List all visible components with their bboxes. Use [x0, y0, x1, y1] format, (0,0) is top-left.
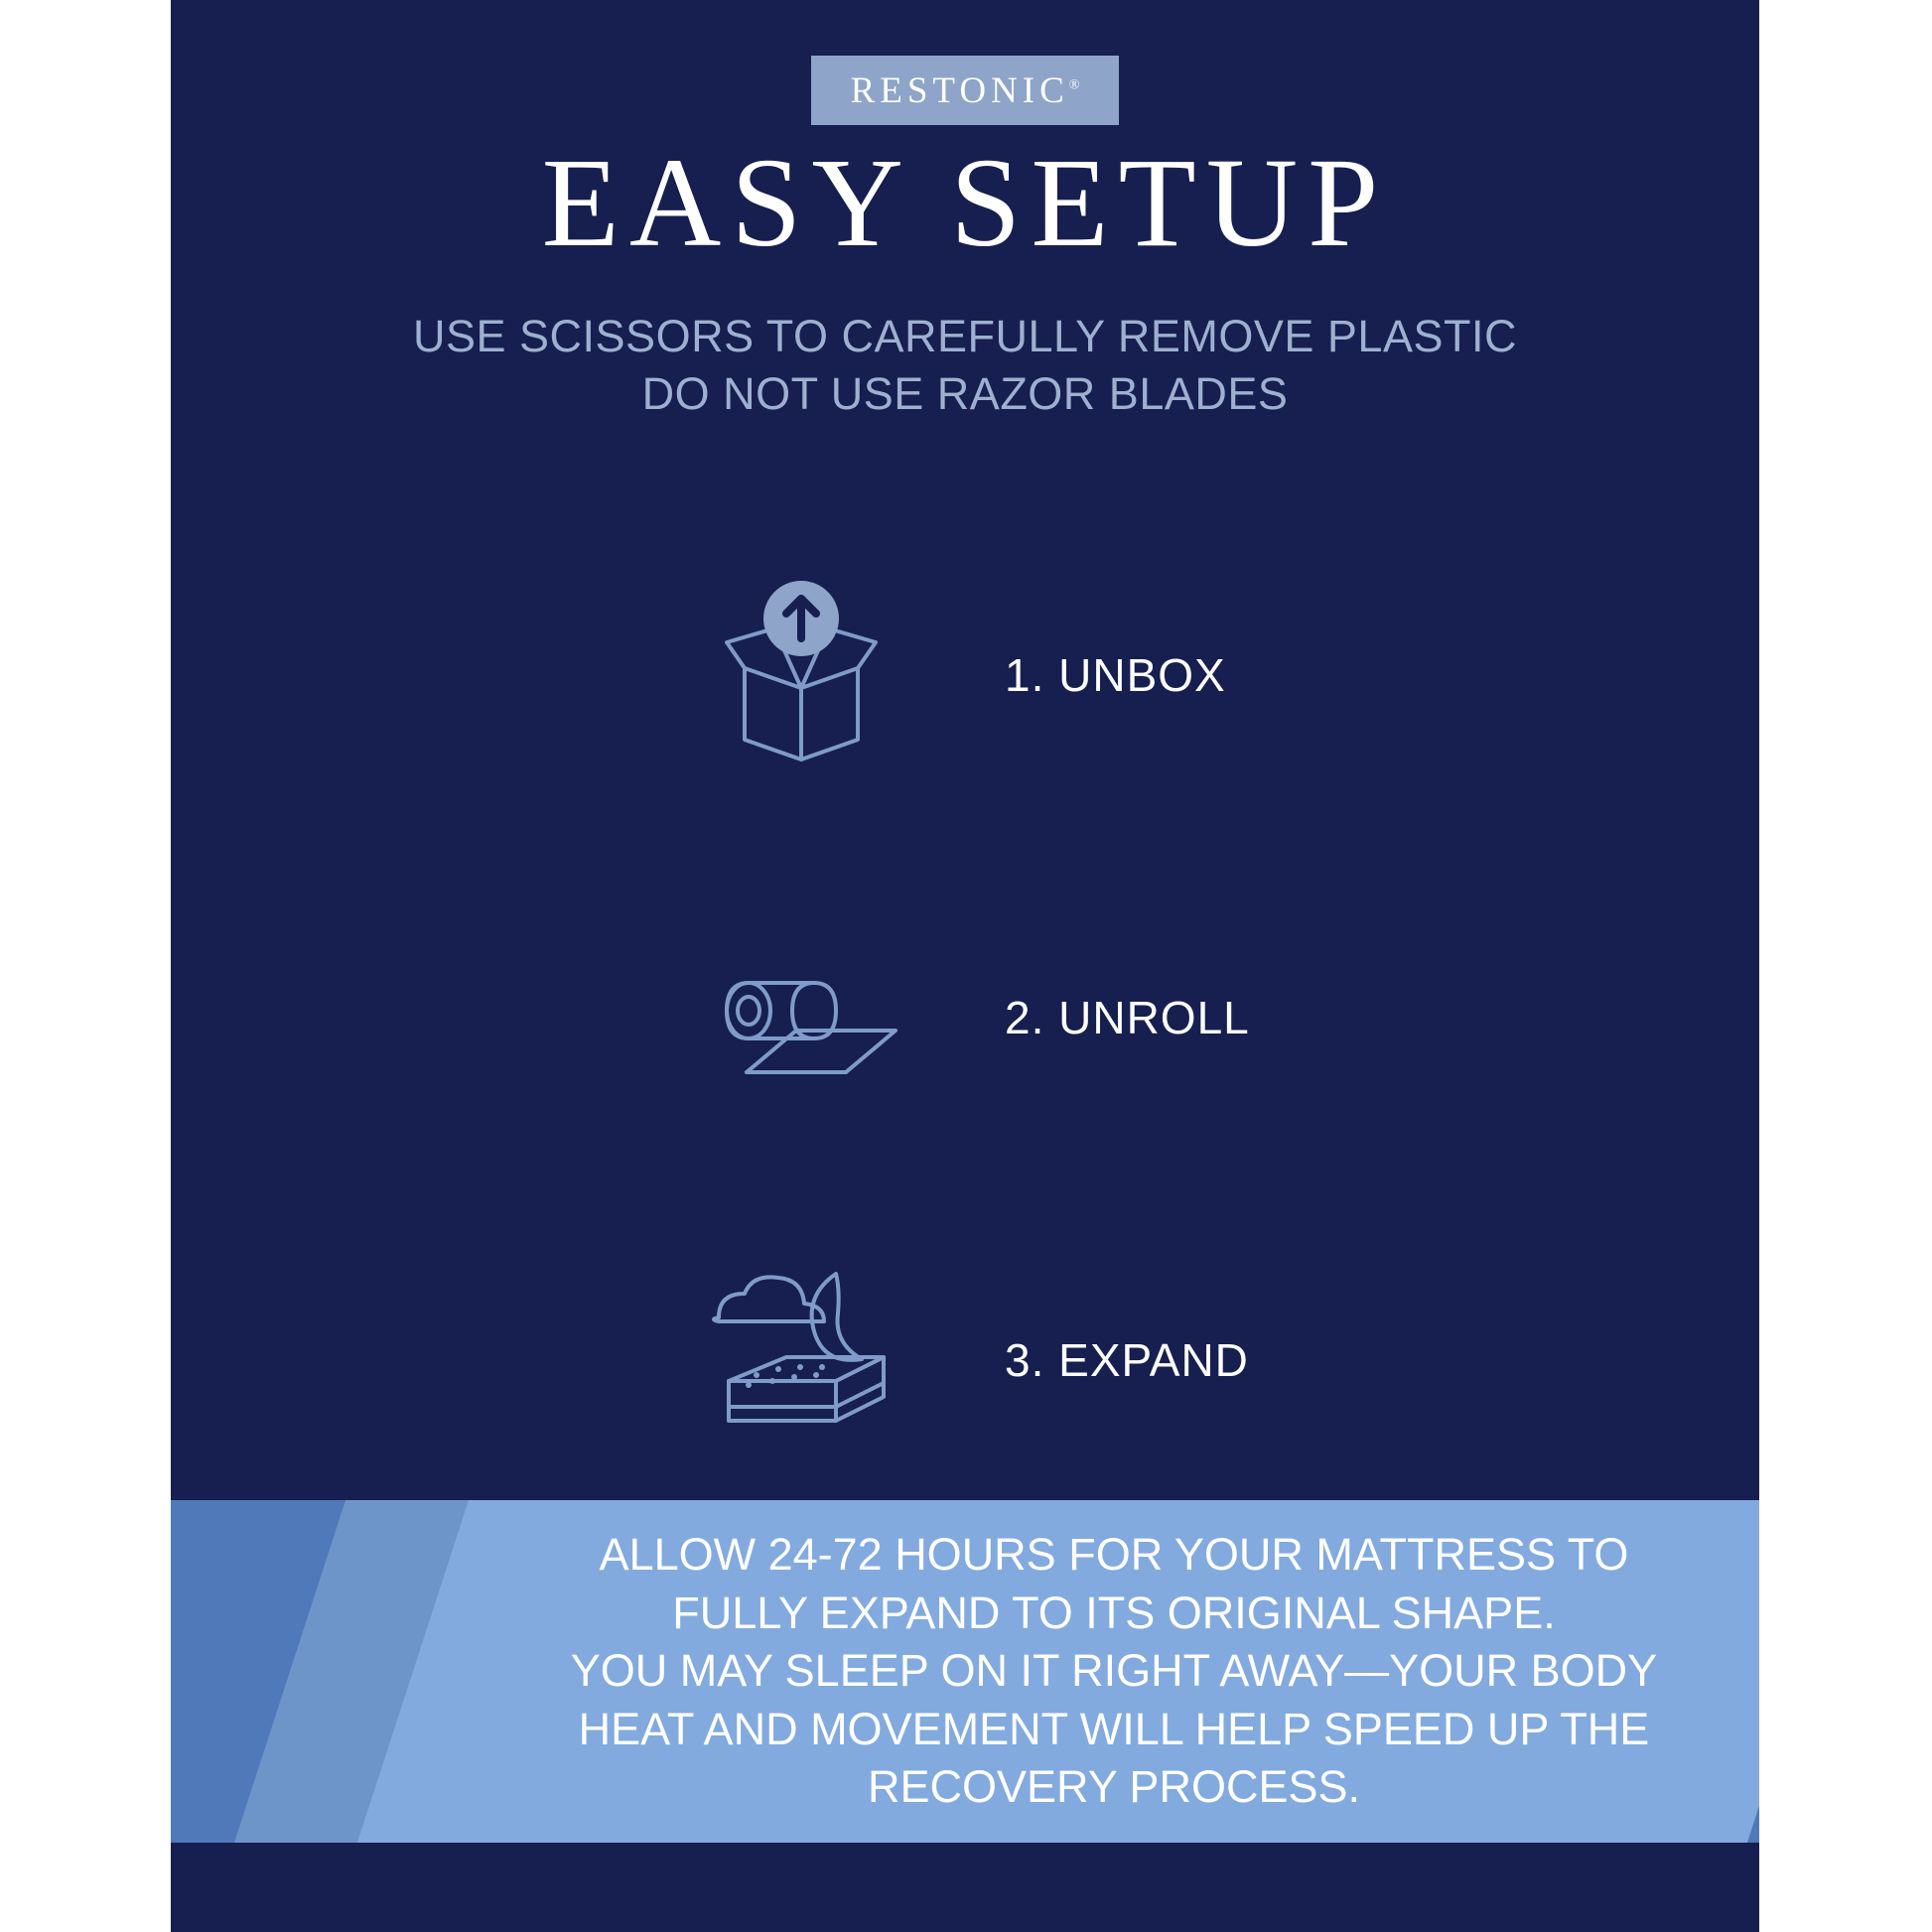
step-item-expand: [171, 1221, 1759, 1499]
banner-line-3: YOU MAY SLEEP ON IT RIGHT AWAY—YOUR BODY: [570, 1645, 1658, 1697]
step-label-unbox: 1. UNBOX: [1005, 649, 1226, 701]
brand-name: RESTONIC: [850, 69, 1069, 111]
page-title: EASY SETUP: [541, 132, 1389, 273]
expansion-notice-banner: [171, 1500, 1759, 1843]
banner-line-5: RECOVERY PROCESS.: [868, 1761, 1360, 1813]
subtitle-line-1: USE SCISSORS TO CAREFULLY REMOVE PLASTIC: [413, 311, 1517, 361]
poster-card: [171, 0, 1759, 1932]
rolled-mattress-icon: [687, 903, 915, 1132]
page-subtitle: [171, 308, 1759, 422]
mattress-with-moon-and-cloud-icon: [687, 1246, 915, 1474]
banner-line-1: ALLOW 24-72 HOURS FOR YOUR MATTRESS TO: [599, 1529, 1629, 1581]
brand-logo-text: [851, 69, 1080, 112]
step-label-unroll: 2. UNROLL: [1005, 992, 1250, 1043]
subtitle-line-2: DO NOT USE RAZOR BLADES: [641, 367, 1289, 419]
open-box-with-up-arrow-icon: [687, 561, 915, 789]
trademark-symbol: ®: [1068, 77, 1080, 93]
step-item-unroll: [171, 879, 1759, 1157]
step-label-expand: 3. EXPAND: [1005, 1334, 1249, 1386]
banner-text: [469, 1500, 1759, 1843]
steps-list: [171, 536, 1759, 1499]
banner-line-2: FULLY EXPAND TO ITS ORIGINAL SHAPE.: [672, 1587, 1556, 1638]
step-item-unbox: [171, 536, 1759, 814]
footer-strip: [171, 1843, 1759, 1932]
brand-logo: [811, 56, 1119, 125]
banner-line-4: HEAT AND MOVEMENT WILL HELP SPEED UP THE: [578, 1703, 1650, 1754]
